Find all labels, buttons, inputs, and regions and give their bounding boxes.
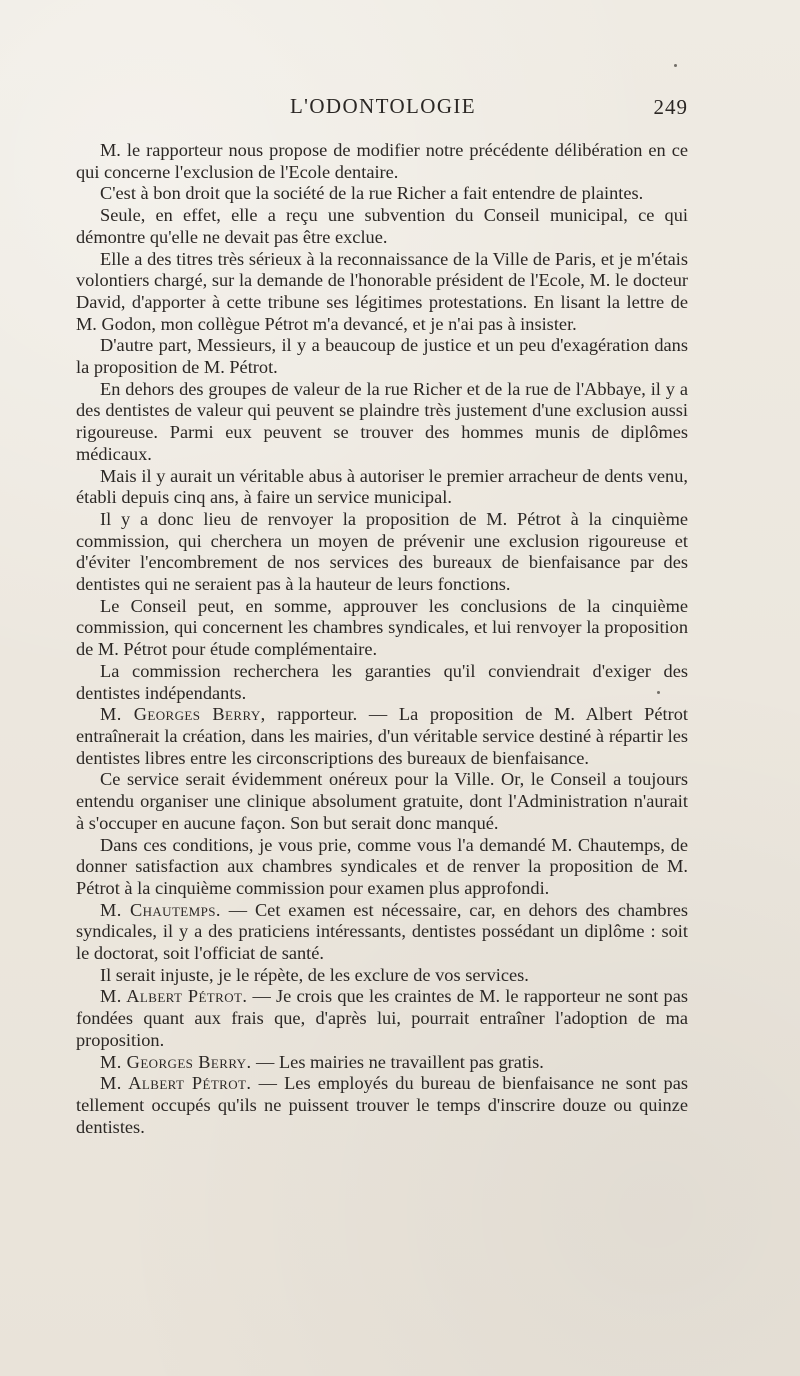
paragraph: M. le rapporteur nous propose de modifier notre précédente délibération en ce qui concerne l'exclusion de l'Ecole dentaire. xyxy=(76,140,688,182)
paragraph: Il serait injuste, je le répète, de les exclure de vos services. xyxy=(100,964,529,985)
page-number: 249 xyxy=(653,95,688,119)
speaker-name: M. Albert Pétrot. xyxy=(100,1073,252,1094)
paragraph: Il y a donc lieu de renvoyer la proposition de M. Pétrot à la cinquième commission, qui cherchera un moyen de prévenir une exclusion rigoureuse et d'éviter l'encombrement de nos services des bureaux de bienfaisance par des dentistes qui ne seraient pas à la hauteur de leurs fonctions. xyxy=(76,508,688,595)
paragraph: D'autre part, Messieurs, il y a beaucoup de justice et un peu d'exagération dans la proposition de M. Pétrot. xyxy=(76,335,688,378)
speaker-name: M. Georges Berry. xyxy=(100,1051,252,1072)
paragraph: C'est à bon droit que la société de la rue Richer a fait entendre de plaintes. xyxy=(100,183,644,204)
paragraph: M. Georges Berry. — Les mairies ne travaillent pas gratis. xyxy=(100,1051,544,1072)
paragraph: Seule, en effet, elle a reçu une subvention du Conseil municipal, ce qui démontre qu'elle ne devait pas être exclue. xyxy=(76,205,688,247)
body-text xyxy=(76,140,688,1138)
speaker-name: M. Albert Pétrot. xyxy=(100,986,248,1007)
page-header xyxy=(78,94,688,124)
running-title: L'ODONTOLOGIE xyxy=(289,94,477,118)
paragraph: M. Chautemps. — Cet examen est nécessaire, car, en dehors des chambres syndicales, il y a des praticiens intéressants, dentistes possédant un diplôme : soit le doctorat, soit l'officiat de santé. xyxy=(76,899,688,964)
paragraph: Elle a des titres très sérieux à la reconnaissance de la Ville de Paris, et je m'étais volontiers chargé, sur la demande de l'honorable président de l'Ecole, M. le docteur David, d'apporter à cette tribune ses légitimes protestations. En lisant la lettre de M. Godon, mon collègue Pétrot m'a devancé, et je n'ai pas à insister. xyxy=(76,248,688,334)
paragraph: Dans ces conditions, je vous prie, comme vous l'a demandé M. Chautemps, de donner satisfaction aux chambres syndicales et de renver la proposition de M. Pétrot à la cinquième commission pour examen plus approfondi. xyxy=(76,834,688,898)
paragraph: M. Albert Pétrot. — Je crois que les craintes de M. le rapporteur ne sont pas fondées quant aux frais que, d'après lui, pourrait entraîner l'adoption de ma proposition. xyxy=(76,986,688,1050)
paragraph: M. Albert Pétrot. — Les employés du bureau de bienfaisance ne sont pas tellement occupés qu'ils ne puissent trouver le temps d'inscrire douze ou quinze dentistes. xyxy=(76,1073,688,1137)
paragraph: Mais il y aurait un véritable abus à autoriser le premier arracheur de dents venu, établi depuis cinq ans, à faire un service municipal. xyxy=(76,465,688,508)
speaker-name: M. Chautemps. xyxy=(100,899,221,920)
paragraph: En dehors des groupes de valeur de la rue Richer et de la rue de l'Abbaye, il y a des dentistes de valeur qui peuvent se plaindre très justement d'une exclusion aussi rigoureuse. Parmi eux peuvent se trouver des hommes munis de diplômes médicaux. xyxy=(76,378,688,464)
paragraph: Le Conseil peut, en somme, approuver les conclusions de la cinquième commission, qui concernent les chambres syndicales, et lui renvoyer la proposition de M. Pétrot pour étude complémentaire. xyxy=(76,595,688,660)
paragraph: Ce service serait évidemment onéreux pour la Ville. Or, le Conseil a toujours entendu organiser une clinique absolument gratuite, dont l'Administration n'aurait à s'occuper en aucune façon. Son but serait donc manqué. xyxy=(76,769,688,833)
speaker-name: M. Georges Berry, xyxy=(100,704,266,725)
print-speck xyxy=(674,64,677,67)
paragraph: La commission recherchera les garanties qu'il conviendrait d'exiger des dentistes indépendants. xyxy=(76,660,688,703)
paragraph: M. Georges Berry, rapporteur. — La proposition de M. Albert Pétrot entraînerait la création, dans les mairies, d'un véritable service destiné à répartir les dentistes libres entre les circonscriptions des bureaux de bienfaisance. xyxy=(76,704,688,768)
